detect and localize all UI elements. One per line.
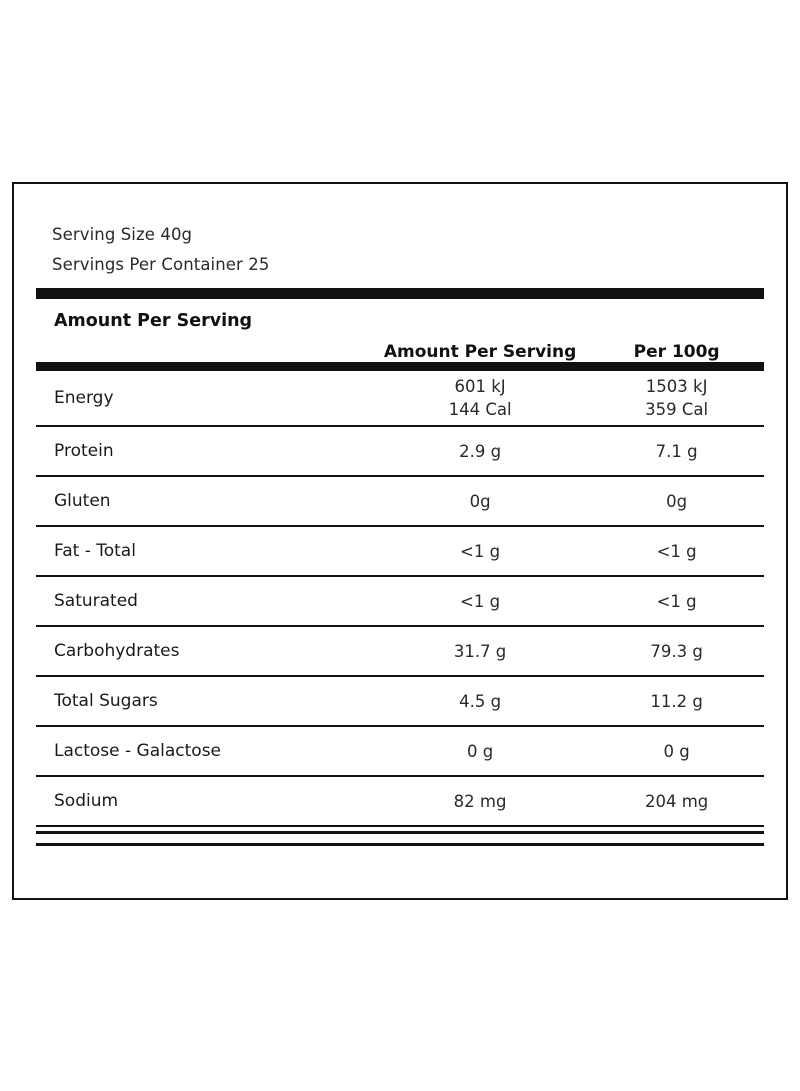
row-value-energy-per-serving [371, 371, 589, 426]
divider-bottom-2 [36, 843, 764, 846]
row-value-gluten-per-serving: 0g [371, 476, 589, 526]
table-row [36, 476, 764, 526]
table-row [36, 576, 764, 626]
row-value-total-sugars-per-100g: 11.2 g [589, 676, 764, 726]
row-value-lactose-galactose-per-100g: 0 g [589, 726, 764, 776]
amount-per-serving-heading: Amount Per Serving [54, 311, 253, 331]
row-label-carbohydrates: Carbohydrates [36, 626, 371, 676]
energy-cal-per-100g: 359 Cal [645, 400, 709, 419]
row-value-total-sugars-per-serving: 4.5 g [371, 676, 589, 726]
energy-kj-per-100g: 1503 kJ [645, 377, 708, 396]
table-row [36, 371, 764, 426]
column-header-per-100g: Per 100g [633, 342, 720, 362]
row-label-lactose-galactose: Lactose - Galactose [36, 726, 371, 776]
servings-per-container-text: Servings Per Container 25 [52, 255, 270, 274]
energy-kj-per-serving: 601 kJ [454, 377, 506, 396]
row-label-fat-total: Fat - Total [36, 526, 371, 576]
table-row [36, 626, 764, 676]
row-label-gluten: Gluten [36, 476, 371, 526]
row-label-total-sugars: Total Sugars [36, 676, 371, 726]
row-value-sodium-per-serving: 82 mg [371, 776, 589, 826]
nutrition-facts-panel [12, 182, 788, 900]
row-value-carbohydrates-per-serving: 31.7 g [371, 626, 589, 676]
nutrition-facts-inner [36, 206, 764, 878]
row-label-protein: Protein [36, 426, 371, 476]
row-value-protein-per-serving: 2.9 g [371, 426, 589, 476]
row-value-saturated-per-serving: <1 g [371, 576, 589, 626]
row-label-energy: Energy [36, 371, 371, 426]
table-row [36, 726, 764, 776]
row-value-saturated-per-100g: <1 g [589, 576, 764, 626]
nutrition-values-table [36, 371, 764, 827]
nutrition-table [36, 342, 764, 362]
row-value-protein-per-100g: 7.1 g [589, 426, 764, 476]
row-value-energy-per-100g [589, 371, 764, 426]
row-label-saturated: Saturated [36, 576, 371, 626]
serving-size-text: Serving Size 40g [52, 225, 193, 244]
energy-cal-per-serving: 144 Cal [448, 400, 512, 419]
divider-gap [36, 834, 764, 843]
divider-thick-header [36, 362, 764, 371]
column-header-nutrient [36, 342, 371, 362]
divider-thick-top [36, 288, 764, 299]
row-value-fat-total-per-serving: <1 g [371, 526, 589, 576]
table-row [36, 526, 764, 576]
row-value-sodium-per-100g: 204 mg [589, 776, 764, 826]
bottom-dividers [36, 831, 764, 846]
row-value-carbohydrates-per-100g: 79.3 g [589, 626, 764, 676]
row-value-gluten-per-100g: 0g [589, 476, 764, 526]
table-row [36, 426, 764, 476]
row-label-sodium: Sodium [36, 776, 371, 826]
table-row [36, 676, 764, 726]
table-header-row [36, 342, 764, 362]
serving-info [36, 206, 764, 280]
column-header-per-serving: Amount Per Serving [383, 342, 577, 362]
row-value-fat-total-per-100g: <1 g [589, 526, 764, 576]
row-value-lactose-galactose-per-serving: 0 g [371, 726, 589, 776]
table-row [36, 776, 764, 826]
